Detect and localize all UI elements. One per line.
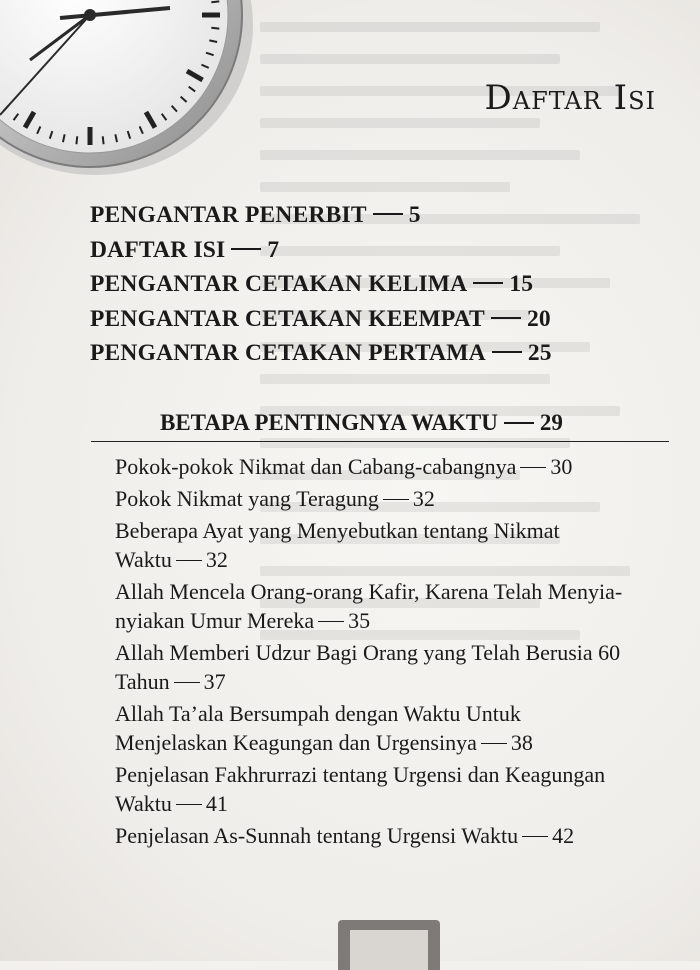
entry-text: Pokok-pokok Nikmat dan Cabang-cabangnya (115, 454, 517, 479)
leader-line (504, 422, 534, 424)
entry-label: PENGANTAR PENERBIT (90, 202, 367, 228)
toc-entry (90, 336, 552, 371)
entry-text-continued: Menjelaskan Keagungan dan Urgensinya (115, 730, 477, 755)
clock-tick (211, 28, 219, 29)
front-matter-list (90, 198, 552, 371)
section-heading (160, 410, 563, 436)
leader-line (318, 621, 344, 622)
toc-entry (90, 302, 552, 337)
entry-page: 32 (205, 547, 228, 572)
section-entries (115, 452, 675, 853)
entry-page: 25 (527, 340, 552, 366)
toc-entry (115, 821, 675, 850)
leader-line (522, 836, 548, 837)
leader-line (481, 743, 507, 744)
entry-label: DAFTAR ISI (90, 236, 226, 263)
toc-entry (115, 760, 675, 818)
entry-text: Beberapa Ayat yang Menyebutkan tentang Nikmat (115, 518, 560, 543)
leader-line (176, 560, 202, 561)
leader-line (176, 804, 202, 805)
leader-line (491, 317, 521, 319)
toc-entry (115, 516, 675, 574)
section-page: 29 (539, 410, 563, 435)
entry-page: 37 (203, 669, 226, 694)
entry-text: Penjelasan Fakhrurrazi tentang Urgensi dan Keagungan (115, 762, 606, 787)
entry-text: Allah Memberi Udzur Bagi Orang yang Telah Berusia 60 (115, 640, 621, 665)
leader-line (231, 248, 261, 250)
leader-line (473, 282, 503, 284)
entry-label: PENGANTAR CETAKAN KELIMA (90, 271, 468, 297)
entry-page: 32 (412, 486, 435, 511)
leader-line (520, 467, 546, 468)
entry-text: Pokok Nikmat yang Teragung (115, 486, 379, 511)
entry-page: 42 (552, 823, 575, 848)
entry-text-continued: Waktu (115, 547, 172, 572)
entry-page: 5 (408, 202, 421, 228)
entry-text-continued: Tahun (115, 669, 170, 694)
entry-page: 30 (550, 454, 573, 479)
toc-entry (90, 198, 552, 233)
clock-tick (76, 136, 77, 144)
clock-tick (211, 1, 219, 2)
toc-entry (115, 699, 675, 757)
entry-page: 38 (510, 730, 533, 755)
section-title: BETAPA PENTINGNYA WAKTU (160, 410, 498, 435)
entry-page: 41 (205, 791, 228, 816)
entry-page: 7 (267, 236, 280, 263)
leader-line (174, 682, 200, 683)
toc-entry (90, 233, 552, 268)
section-divider (91, 441, 669, 442)
clock-illustration (0, 0, 270, 190)
leader-line (373, 213, 403, 215)
entry-text: Penjelasan As-Sunnah tentang Urgensi Waktu (115, 823, 519, 848)
entry-text-continued: Waktu (115, 791, 172, 816)
leader-line (383, 499, 409, 500)
clock-tick (103, 136, 104, 144)
entry-page: 20 (526, 305, 551, 332)
toc-entry (90, 267, 552, 302)
entry-text: Allah Ta’ala Bersumpah dengan Waktu Untuk (115, 701, 521, 726)
leader-line (492, 351, 522, 353)
page-number-tab (338, 920, 440, 970)
entry-page: 35 (348, 608, 371, 633)
entry-label: PENGANTAR CETAKAN KEEMPAT (90, 305, 485, 332)
entry-label: PENGANTAR CETAKAN PERTAMA (90, 340, 486, 366)
toc-entry (115, 484, 675, 513)
entry-text-continued: nyiakan Umur Mereka (115, 608, 315, 633)
entry-page: 15 (509, 271, 534, 297)
page-title: Daftar Isi (484, 78, 656, 118)
toc-entry (115, 577, 675, 635)
entry-text: Allah Mencela Orang-orang Kafir, Karena Telah Menyia- (115, 579, 623, 604)
page-number-tab-inner (350, 930, 428, 970)
toc-entry (115, 638, 675, 696)
toc-entry (115, 452, 675, 481)
